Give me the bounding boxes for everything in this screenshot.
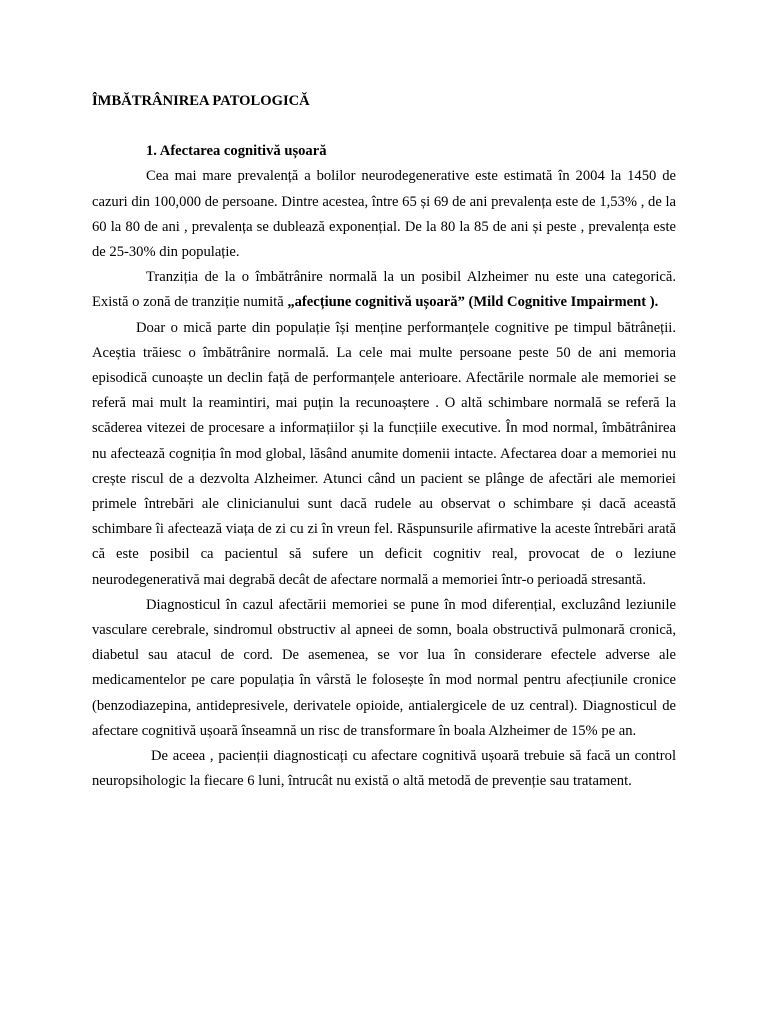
document-body bbox=[92, 89, 676, 794]
paragraph-transition-bold-term: „afecțiune cognitivă ușoară” (Mild Cognitive Impairment ). bbox=[287, 294, 659, 311]
section-heading: 1. Afectarea cognitivă ușoară bbox=[146, 143, 327, 160]
page-title: ÎMBĂTRÂNIREA PATOLOGICĂ bbox=[92, 93, 310, 109]
paragraph-transition-text: Tranziția de la o îmbătrânire normală la un posibil Alzheimer nu este una categorică. Există o zonă de tranziție numită bbox=[92, 269, 676, 311]
paragraph-follow-up: De aceea , pacienții diagnosticați cu afectare cognitivă ușoară trebuie să facă un control neuropsihologic la fiecare 6 luni, întrucât nu există o altă metodă de prevenție sau tratament. bbox=[92, 748, 676, 790]
paragraph-transition bbox=[92, 265, 676, 315]
paragraph-diagnosis: Diagnosticul în cazul afectării memoriei se pune în mod diferențial, excluzând leziunile vasculare cerebrale, sindromul obstructiv al apneei de somn, boala obstructivă pulmonară cronică, diabetul sau atacul de cord. De asemenea, se vor lua în considerare efectele adverse ale medicamentelor pe care populația în vârstă le folosește în mod normal pentru afecțiunile cronice (benzodiazepina, antidepresivele, derivatele opioide, antialergicele de uz central). Diagnosticul de afectare cognitivă ușoară înseamnă un risc de transformare în boala Alzheimer de 15% pe an. bbox=[92, 596, 676, 739]
paragraph-normal-aging: Doar o mică parte din populație își menține performanțele cognitive pe timpul bătrâneții. Aceștia trăiesc o îmbătrânire normală. La cele mai multe persoane peste 50 de ani memoria episodică cunoaște un declin față de performanțele anterioare. Afectările normale ale memoriei se referă mai mult la reamintiri, mai puțin la recunoaștere . O altă schimbare normală se referă la scăderea vitezei de procesare a informațiilor și la funcțiile executive. În mod normal, îmbătrânirea nu afectează cogniția în mod global, lăsând anumite domenii intacte. Afectarea doar a memoriei nu crește riscul de a dezvolta Alzheimer. Atunci când un pacient se plânge de afectări ale memoriei primele întrebări ale clinicianului sunt dacă rudele au observat o schimbare și dacă această schimbare îi afectează viața de zi cu zi în vreun fel. Răspunsurile afirmative la aceste întrebări arată că este posibil ca pacientul să sufere un deficit cognitiv real, provocat de o leziune neurodegenerativă mai degrabă decât de afectare normală a memoriei într-o perioadă stresantă. bbox=[92, 319, 676, 588]
paragraph-prevalence: Cea mai mare prevalență a bolilor neurodegenerative este estimată în 2004 la 1450 de cazuri din 100,000 de persoane. Dintre acestea, între 65 și 69 de ani prevalența este de 1,53% , de la 60 la 80 de ani , prevalența se dublează exponențial. De la 80 la 85 de ani și peste , prevalența este de 25-30% din populație. bbox=[92, 168, 676, 261]
